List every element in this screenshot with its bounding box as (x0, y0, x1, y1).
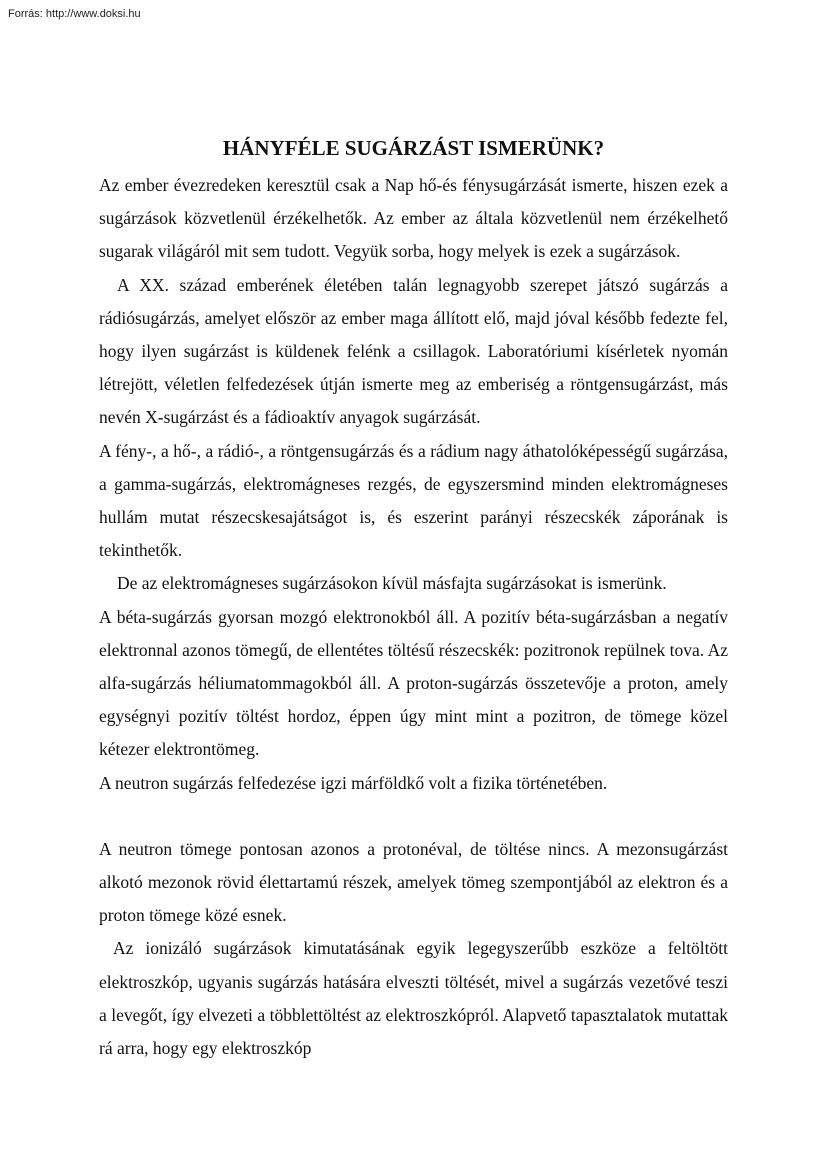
document-body (99, 169, 728, 1065)
paragraph: A béta-sugárzás gyorsan mozgó elektronokból áll. A pozitív béta-sugárzásban a negatív elektronnal azonos tömegű, de ellentétes töltésű részecskék: pozitronok repülnek tova. Az alfa-sugárzás héliumatommagokból áll. A proton-sugárzás összetevője a proton, amely egységnyi pozitív töltést hordoz, éppen úgy mint mint a pozitron, de tömege közel kétezer elektrontömeg. (99, 606, 728, 760)
paragraph: A neutron sugárzás felfedezése igzi márföldkő volt a fizika történetében. (99, 772, 608, 793)
paragraph: A XX. század emberének életében talán legnagyobb szerepet játszó sugárzás a rádiósugárzás, amelyet először az ember maga állított elő, majd jóval később fedezte fel, hogy ilyen sugárzást is küldenek felénk a csillagok. Laboratóriumi kísérletek nyomán létrejött, véletlen felfedezések útján ismerte meg az emberiség a röntgensugárzást, más nevén X-sugárzást és a fádioaktív anyagok sugárzását. (99, 274, 728, 428)
paragraph: Az ionizáló sugárzások kimutatásának egyik legegyszerűbb eszköze a feltöltött elektroszkóp, ugyanis sugárzás hatására elveszti töltését, mivel a sugárzás vezetővé teszi a levegőt, így elvezeti a többlettöltést az elektroszkópról. Alapvető tapasztalatok mutattak rá arra, hogy egy elektroszkóp (99, 938, 728, 1059)
source-url: Forrás: http://www.doksi.hu (8, 8, 141, 20)
paragraph: A fény-, a hő-, a rádió-, a röntgensugárzás és a rádium nagy áthatolóképességű sugárzása, a gamma-sugárzás, elektromágneses rezgés, de egyszersmind minden elektromágneses hullám mutat részecskesajátságot is, és eszerint parányi részecskék záporának is tekinthetők. (99, 440, 728, 561)
page-title: HÁNYFÉLE SUGÁRZÁST ISMERÜNK? (222, 136, 605, 160)
paragraph: Az ember évezredeken keresztül csak a Nap hő-és fénysugárzását ismerte, hiszen ezek a sugárzások közvetlenül érzékelhetők. Az ember az általa közvetlenül nem érzékelhető sugarak világáról mit sem tudott. Vegyük sorba, hogy melyek is ezek a sugárzások. (99, 175, 728, 262)
paragraph: De az elektromágneses sugárzásokon kívül másfajta sugárzásokat is ismerünk. (117, 573, 667, 594)
paragraph: A neutron tömege pontosan azonos a protonéval, de töltése nincs. A mezonsugárzást alkotó mezonok rövid élettartamú részek, amelyek tömeg szempontjából az elektron és a proton tömege közé esnek. (99, 838, 728, 926)
paragraph-gap (99, 800, 728, 833)
